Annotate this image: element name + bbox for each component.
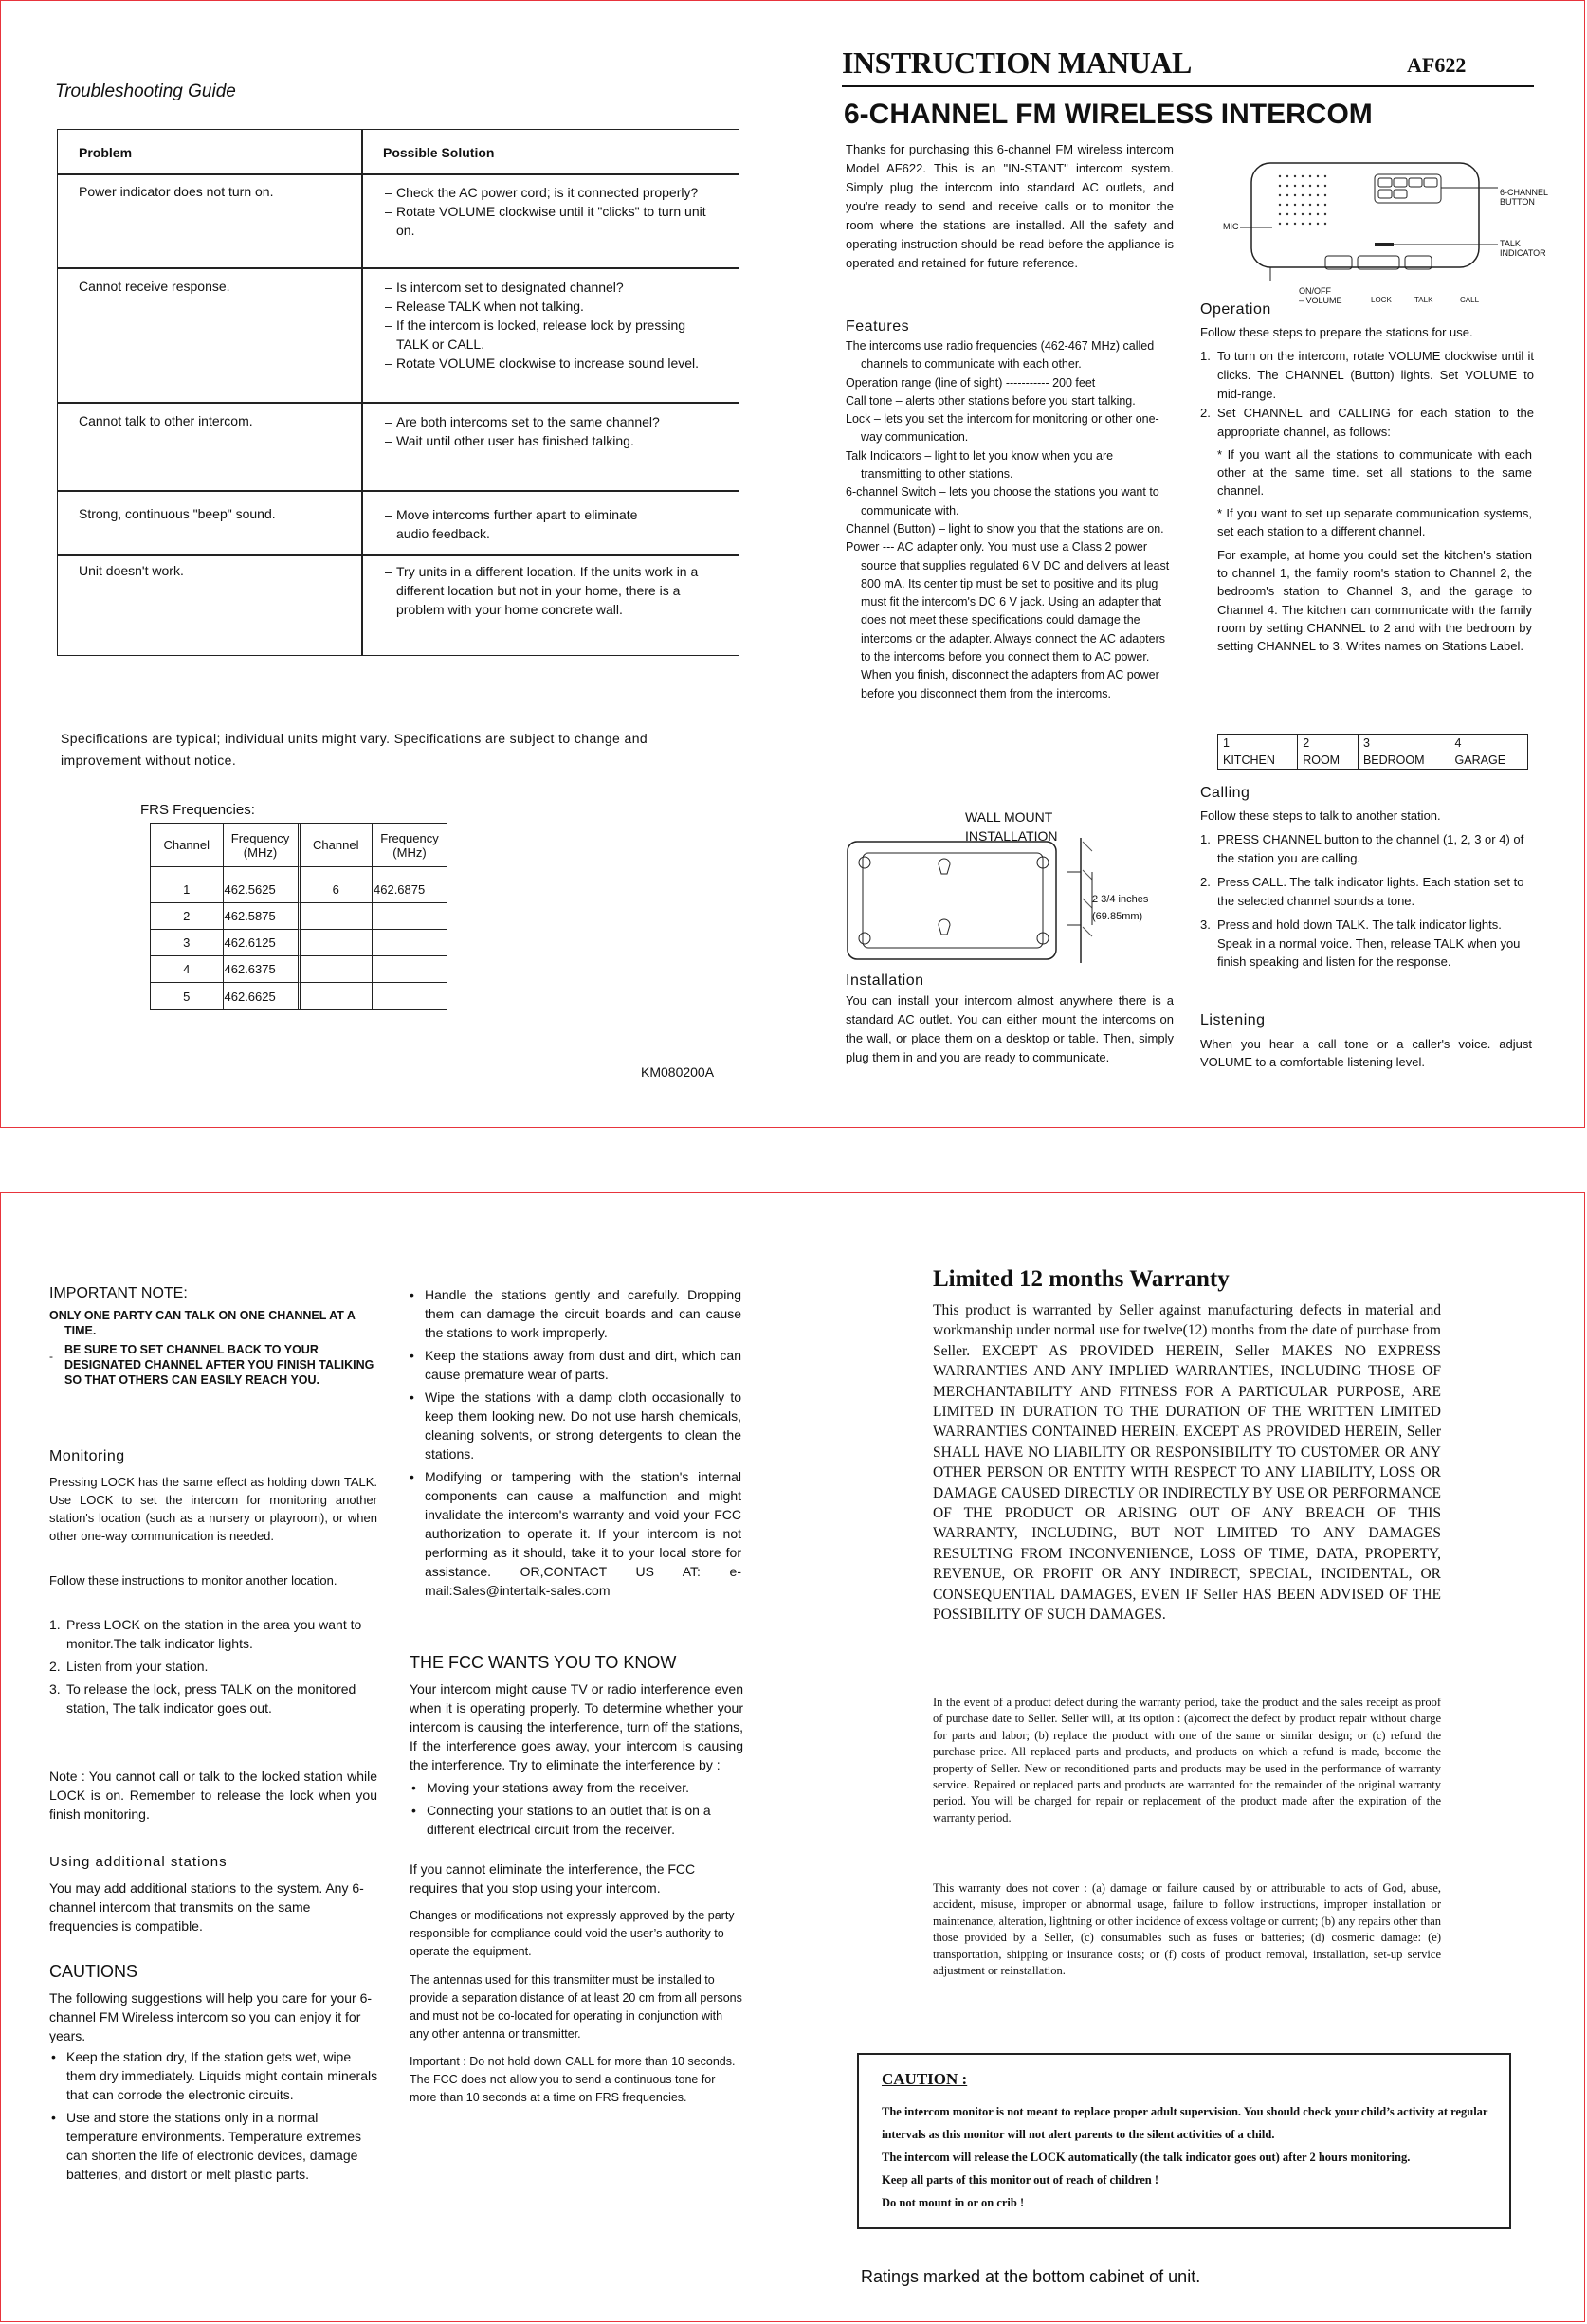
- label-talk: TALK: [1414, 296, 1433, 304]
- frs-row: 2 462.5875: [151, 903, 447, 930]
- warranty-p3: This warranty does not cover : (a) damage or failure caused by or attributable to acts of God, abuse, accident, misuse, improper or abnormal usage, failure to follow instructions, improper installation or maintenance, alteration, lightning or other incidence of excess voltage or current; (b) any repairs other than those provided by a Seller, (c) consumables such as fuses or batteries; (d) cosmeric damage: (e) transportation, shipping or insurance costs; or (f) costs of product removal, installation, set-up service adjustment or reinstallation.: [933, 1881, 1441, 1978]
- installation-title: Installation: [846, 972, 924, 989]
- problem-3: Cannot talk to other intercom.: [79, 413, 253, 428]
- frs-header-channel-2: Channel: [301, 824, 374, 867]
- model-code: KM080200A: [641, 1064, 715, 1080]
- operation-intro: Follow these steps to prepare the stations for use.: [1200, 325, 1473, 339]
- calling-steps: 1. PRESS CHANNEL button to the channel (1, 2, 3 or 4) of the station you are calling. 2. Press CALL. The talk indicator lights. Each station set to the selected channel sounds a tone. 3. Press and hold down TALK. The talk indicator lights. Speak in a normal voice. Then, release TALK when you finish speaking and listen for the response.: [1200, 832, 1524, 969]
- fcc-p3: Changes or modifications not expressly approved by the party responsible for compliance could void the user’s authority to operate the equipment.: [410, 1909, 735, 1958]
- calling-intro: Follow these steps to talk to another station.: [1200, 808, 1441, 823]
- frs-table: [150, 823, 447, 1010]
- solution-4: – Move intercoms further apart to eliminate audio feedback.: [383, 505, 667, 543]
- solution-2: – Is intercom set to designated channel? – Release TALK when not talking. – If the intercom is locked, release lock by pressing TALK or CALL. – Rotate VOLUME clockwise to increase sound level.: [383, 278, 715, 372]
- channel-button: [1409, 178, 1422, 187]
- device-body: [1251, 163, 1479, 267]
- label-lock: LOCK: [1371, 296, 1392, 304]
- warranty-p1: This product is warranted by Seller against manufacturing defects in material and workmanship under normal use for twelve(12) months from the date of purchase from Seller. EXCEPT AS PROVIDED HEREIN, Seller MAKES NO EXPRESS WARRANTIES AND ANY IMPLIED WARRANTIES, INCLUDING THOSE OF MERCHANTABILITY AND FITNESS FOR A PARTICULAR PURPOSE, ARE LIMITED IN DURATION TO THE DURATION OF THE WRITTEN LIMITED WARRANTIES CONTAINED HEREIN. EXCEPT AS PROVIDED HEREIN, Seller SHALL HAVE NO LIABILITY OR RESPONSIBILITY TO CUSTOMER OR ANY OTHER PERSON OR ENTITY WITH RESPECT TO ANY LIABILITY, LOSS OR DAMAGE CAUSED DIRECTLY OR INDIRECTLY BY USE OR PERFORMANCE OF THE PRODUCT OR ARISING OUT OF ANY BREACH OF THIS WARRANTY, INCLUDING, BUT NOT LIMITED TO ANY DAMAGES RESULTING FROM INCONVENIENCE, LOSS OF TIME, DATA, PROPERTY, REVENUE, OR PROFIT OR ANY INDIRECT, SPECIAL, INCIDENTAL, OR CONSEQUENTIAL DAMAGES, EVEN IF Seller HAS BEEN ADVISED OF THE POSSIBILITY OF SUCH DAMAGES.: [933, 1302, 1441, 1624]
- features-title: Features: [846, 318, 910, 335]
- monitoring-p2: Follow these instructions to monitor another location.: [49, 1573, 337, 1588]
- frs-row: 3 462.6125: [151, 930, 447, 956]
- talk-indicator-light: [1375, 243, 1394, 246]
- frs-header-channel: Channel: [151, 824, 224, 867]
- warranty-title: Limited 12 months Warranty: [933, 1266, 1230, 1292]
- wall-mount-diagram: [844, 834, 1128, 967]
- cautions-intro: The following suggestions will help you care for your 6-channel FM Wireless intercom so you can enjoy it for years.: [49, 1990, 373, 2043]
- solution-3: – Are both intercoms set to the same channel? – Wait until other user has finished talking.: [383, 412, 696, 450]
- channel-button: [1394, 190, 1407, 198]
- channel-button: [1378, 178, 1392, 187]
- label-mic: MIC: [1223, 222, 1239, 231]
- solution-1: – Check the AC power cord; is it connected properly? – Rotate VOLUME clockwise until it "clicks" to turn unit on.: [383, 183, 715, 240]
- problem-5: Unit doesn't work.: [79, 563, 184, 578]
- cautions-list: • Keep the station dry, If the station gets wet, wipe them dry immediately. Liquids might contain minerals that can corrode the electronic circuits. • Use and store the stations only in a normal temperature environments. Temperature extremes can shorten the life of electronic devices, damage batteries, and distort or melt plastic parts.: [49, 2047, 381, 2184]
- dash-mark: -: [49, 1350, 53, 1363]
- keyhole-top: [939, 859, 950, 874]
- operation-notes: * If you want all the stations to communicate with each other at the same time. set all stations to the same channel. * If you want to set up separate communication systems, set each station to a different channel. For example, at home you could set the kitchen's station to channel 1, the family room's station to Channel 2, the bedroom's station to Channel 3, and the garage to Channel 4. The kitchen can communicate with the family room by setting CHANNEL to 2 and with the bedroom by setting CHANNEL to 3. Writes names on Stations Label.: [1217, 447, 1532, 654]
- installation-text: You can install your intercom almost anywhere there is a standard AC outlet. You can either mount the intercoms on the wall, or place them on a desktop or table. Then, simply plug them in and you are ready to communicate.: [846, 993, 1174, 1064]
- label-call: CALL: [1460, 296, 1480, 304]
- problem-1: Power indicator does not turn on.: [79, 184, 274, 199]
- model-number: AF622: [1407, 53, 1467, 77]
- spec-note: Specifications are typical; individual units might vary. Specifications are subject to change and improvement without notice.: [61, 731, 648, 768]
- manual-header-title: INSTRUCTION MANUAL: [842, 45, 1192, 80]
- caution-title: CAUTION :: [882, 2070, 968, 2088]
- wall-plate-inner: [863, 853, 1043, 948]
- caution-box: [857, 2053, 1511, 2229]
- calling-title: Calling: [1200, 785, 1250, 801]
- monitoring-p1: Pressing LOCK has the same effect as holding down TALK. Use LOCK to set the intercom for monitoring another station's location (such as a nursery or playroom), or when other one-way communication is needed.: [49, 1475, 377, 1543]
- troubleshooting-table: [57, 129, 739, 656]
- problem-2: Cannot receive response.: [79, 279, 230, 294]
- fcc-list: • Moving your stations away from the receiver. • Connecting your stations to an outlet that is on a different electrical circuit from the receiver.: [410, 1778, 743, 1839]
- solution-5: – Try units in a different location. If the units work in a different location but not in your home, there is a problem with your home concrete wall.: [383, 562, 705, 619]
- fcc-p5: Important : Do not hold down CALL for more than 10 seconds. The FCC does not allow you to send a continuous tone for more than 10 seconds at a time on FRS frequencies.: [410, 2055, 736, 2104]
- caution-lines: The intercom monitor is not meant to replace proper adult supervision. You should check your child’s activity at regular intervals as this monitor will not alert parents to the silent activities of a child. The intercom will release the LOCK automatically (the talk indicator goes out) after 2 hours monitoring. Keep all parts of this monitor out of reach of children ! Do not mount in or on crib !: [882, 2105, 1488, 2209]
- additional-title: Using additional stations: [49, 1854, 228, 1870]
- wall-hatch: [1083, 927, 1092, 936]
- fcc-p2: If you cannot eliminate the interference, the FCC requires that you stop using your intercom.: [410, 1861, 696, 1896]
- important-title: IMPORTANT NOTE:: [49, 1285, 188, 1301]
- screw-hole-tl: [859, 857, 870, 868]
- channel-button: [1394, 178, 1407, 187]
- monitoring-note: Note : You cannot call or talk to the locked station while LOCK is on. Remember to release the lock when you finish monitoring.: [49, 1769, 377, 1822]
- wall-hatch: [1083, 842, 1092, 851]
- wall-mount-title: WALL MOUNT INSTALLATION: [965, 809, 1058, 844]
- speaker-grille: [1279, 175, 1326, 225]
- care-list: • Handle the stations gently and carefully. Dropping them can damage the circuit boards and can cause the stations to work improperly. • Keep the stations away from dust and dirt, which can cause premature wear of parts. • Wipe the stations with a damp cloth occasionally to keep them looking new. Do not use harsh chemicals, cleaning solvents, or strong detergents to clean the stations. • Modifying or tampering with the station's internal components can cause a malfunction and might invalidate the intercom's warranty and void your FCC authorization to operate it. If your intercom is not performing as it should, take it to your local store for assistance. OR,CONTACT US AT: e-mail:Sales@intertalk-sales.com: [408, 1285, 741, 1600]
- intercom-device-diagram: [1213, 157, 1536, 309]
- monitoring-steps: 1. Press LOCK on the station in the area you want to monitor.The talk indicator lights. 2. Listen from your station. 3. To release the lock, press TALK on the monitored station, The talk indicator goes out.: [49, 1617, 362, 1716]
- problem-4: Strong, continuous "beep" sound.: [79, 506, 276, 521]
- additional-text: You may add additional stations to the system. Any 6-channel intercom that transmits on the same frequencies is compatible.: [49, 1880, 364, 1934]
- label-channel-button: 6-CHANNEL BUTTON: [1500, 188, 1549, 207]
- important-items: ONLY ONE PARTY CAN TALK ON ONE CHANNEL AT A TIME. BE SURE TO SET CHANNEL BACK TO YOUR DESIGNATED CHANNEL AFTER YOU FINISH TALIKING SO THAT OTHERS CAN EASILY REACH YOU.: [49, 1309, 374, 1387]
- wall-dimension: 2 3/4 inches (69.85mm): [1092, 894, 1149, 922]
- channel-button: [1378, 190, 1392, 198]
- troubleshooting-title: Troubleshooting Guide: [55, 82, 236, 101]
- listening-title: Listening: [1200, 1012, 1266, 1028]
- features-list: The intercoms use radio frequencies (462-467 MHz) called channels to communicate with each other. Operation range (line of sight) ----------- 200 feet Call tone – alerts other stations before you start talking. Lock – lets you set the intercom for monitoring or other one-way communication. Talk Indicators – light to let you know when you are transmitting to other stations. 6-channel Switch – lets you choose the stations you want to communicate with. Channel (Button) – light to show you that the stations are on. Power --- AC adapter only. You must use a Class 2 power source that supplies regulated 6 V DC and delivers at least 800 mA. Its center tip must be set to positive and its plug must fit the intercom's DC 6 V jack. Using an adapter that does not meet these specifications could damage the intercoms or the adapter. Always connect the AC adapters to the intercoms before you connect them to AC power. When you finish, disconnect the adapters from AC power before you disconnect them from the intercoms.: [846, 339, 1170, 700]
- frs-row: 1 462.5625 6 462.6875: [151, 877, 447, 903]
- intro-text: Thanks for purchasing this 6-channel FM wireless intercom Model AF622. This is an "IN-STANT" intercom system. Simply plug the intercom into standard AC outlets, and you're ready to send and receive calls or to monitor the room where the stations are installed. All the safety and operating instruction should be read before the appliance is operated and retained for future reference.: [846, 142, 1174, 270]
- ratings-note: Ratings marked at the bottom cabinet of unit.: [861, 2267, 1201, 2286]
- fcc-p1: Your intercom might cause TV or radio interference even when it is operating properly. To determine whether your intercom is causing the interference, turn off the stations, If the interference goes away, your intercom is causing the interference. Try to eliminate the interference by :: [410, 1681, 743, 1772]
- product-title: 6-CHANNEL FM WIRELESS INTERCOM: [844, 99, 1373, 130]
- monitoring-title: Monitoring: [49, 1448, 125, 1464]
- warranty-p2: In the event of a product defect during the warranty period, take the product and the sales receipt as proof of purchase date to Seller. Seller will, at its option : (a)correct the defect by product repair without charge for parts and labor; (b) replace the product with one of the same or similar design; or (c) refund the purchase price. All replaced parts and products, and products on which a refund is made, become the property of Seller. New or reconditioned parts and products may be used in the performance of warranty service. Repaired or replaced parts and products are warranted for the remainder of the original warranty period. You will be charged for repair or replacement of the product made after the expiration of the warranty period.: [933, 1696, 1441, 1825]
- frs-row: 5 462.6625: [151, 983, 447, 1009]
- label-on-off-volume: ON/OFF – VOLUME: [1299, 286, 1342, 305]
- fcc-title: THE FCC WANTS YOU TO KNOW: [410, 1653, 677, 1672]
- header-rule: [842, 85, 1534, 87]
- wall-hatch: [1083, 870, 1092, 880]
- operation-title: Operation: [1200, 301, 1271, 318]
- frs-header-frequency-2: Frequency (MHz): [373, 824, 447, 867]
- frs-title: FRS Frequencies:: [140, 802, 255, 818]
- screw-hole-bl: [859, 933, 870, 944]
- keyhole-bottom: [939, 919, 950, 935]
- wall-plate-outline: [848, 842, 1056, 959]
- frs-header-frequency: Frequency (MHz): [224, 824, 301, 867]
- header-solution: Possible Solution: [383, 145, 495, 160]
- frs-row: 4 462.6375: [151, 956, 447, 983]
- channel-button: [1424, 178, 1437, 187]
- fcc-p4: The antennas used for this transmitter must be installed to provide a separation distance of at least 20 cm from all persons and must not be co-located for operating in conjunction with any other antenna or transmitter.: [410, 1973, 742, 2041]
- operation-steps: 1. To turn on the intercom, rotate VOLUME clockwise until it clicks. The CHANNEL (Button) lights. Set VOLUME to mid-range. 2. Set CHANNEL and CALLING for each station to the appropriate channel, as follows:: [1200, 349, 1534, 439]
- label-talk-indicator: TALK INDICATOR: [1500, 239, 1546, 258]
- cautions-title: CAUTIONS: [49, 1962, 138, 1981]
- listening-text: When you hear a call tone or a caller's voice. adjust VOLUME to a comfortable listening level.: [1200, 1037, 1532, 1069]
- header-problem: Problem: [79, 145, 133, 160]
- wall-hatch: [1083, 899, 1092, 908]
- station-label-table: 1 2 3 4 KITCHEN ROOM BEDROOM GARAGE: [1217, 734, 1528, 770]
